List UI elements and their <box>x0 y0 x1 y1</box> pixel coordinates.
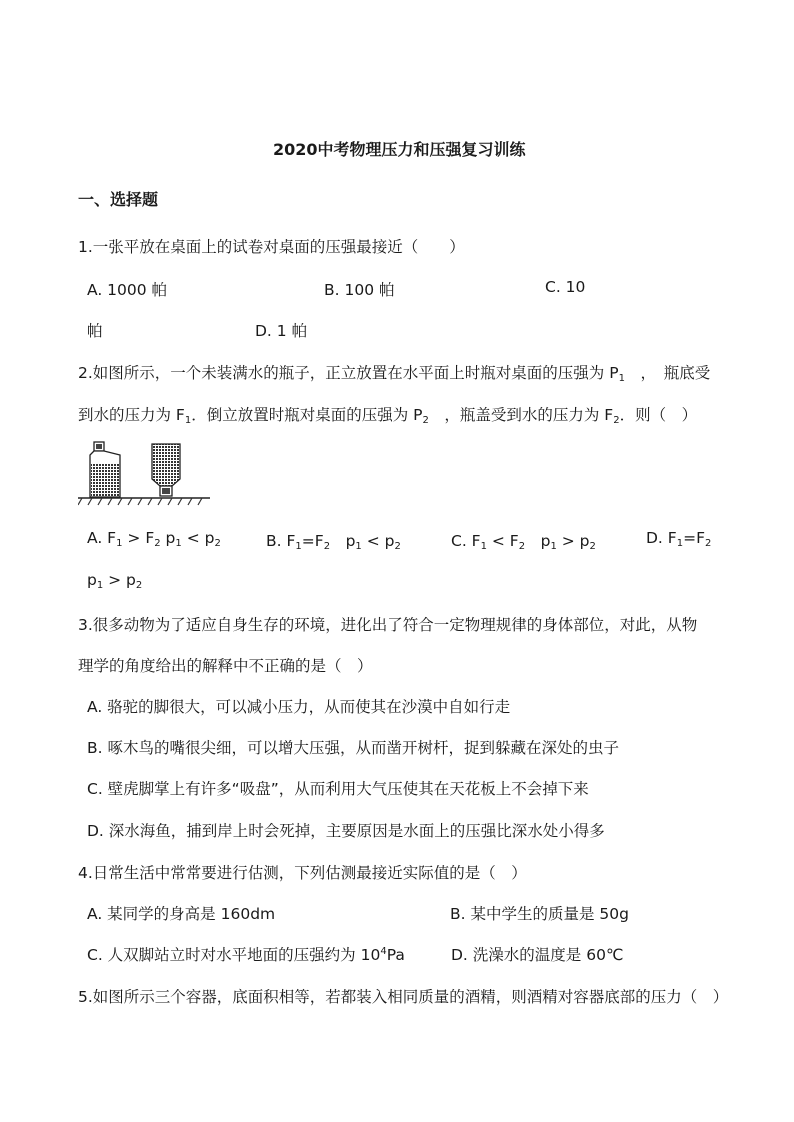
q1-option-c-cont: 帕 <box>87 322 103 340</box>
q4-option-c: C. 人双脚站立时对水平地面的压强约为 $10^4Pa$ <box>87 946 405 964</box>
question-2-line-2: 到水的压力为 $F_1$．倒立放置时瓶对桌面的压强为 $P_2$ ，瓶盖受到水的压力为 $F_2$．则（ ） <box>78 406 698 426</box>
q1-option-c: C. 10 <box>545 278 586 296</box>
page-title: 2020中考物理压力和压强复习训练 <box>273 140 526 159</box>
q3-option-a: A. 骆驼的脚很大，可以减小压力，从而使其在沙漠中自如行走 <box>87 698 511 716</box>
q1-option-a: A. 1000 帕 <box>87 281 168 299</box>
q3-option-b: B. 啄木鸟的嘴很尖细，可以增大压强，从而凿开树杆，捉到躲藏在深处的虫子 <box>87 739 619 757</box>
question-2-line-1: 2.如图所示，一个未装满水的瓶子，正立放置在水平面上时瓶对桌面的压强为 $P_1$ ， 瓶底受 <box>78 364 711 384</box>
q4-option-b: B. 某中学生的质量是 50g <box>450 905 629 923</box>
q1-option-d: D. 1 帕 <box>255 322 308 340</box>
q1-option-b: B. 100 帕 <box>324 281 395 299</box>
question-4-stem: 4.日常生活中常常要进行估测，下列估测最接近实际值的是（ ） <box>78 864 527 882</box>
bottle-figure <box>78 437 210 509</box>
section-heading: 一、选择题 <box>78 190 159 209</box>
question-1-stem: 1.一张平放在桌面上的试卷对桌面的压强最接近（ ） <box>78 238 465 256</box>
q2-option-d-cont: $p_1 > p_2$ <box>87 571 143 591</box>
q2-option-c: C. $F_1 < F_2$ $p_1 > p_2$ <box>451 532 596 552</box>
question-3-line-1: 3.很多动物为了适应自身生存的环境，进化出了符合一定物理规律的身体部位，对此，从物 <box>78 616 698 634</box>
q2-option-a: A. $F_1 > F_2$ $p_1 < p_2$ <box>87 529 221 549</box>
q3-option-c: C. 壁虎脚掌上有许多“吸盘”，从而利用大气压使其在天花板上不会掉下来 <box>87 780 589 798</box>
question-3-line-2: 理学的角度给出的解释中不正确的是（ ） <box>78 657 373 675</box>
q2-option-d: D. $F_1=F_2$ <box>646 529 712 549</box>
q2-option-b: B. $F_1=F_2$ $p_1 < p_2$ <box>266 532 401 552</box>
q4-option-a: A. 某同学的身高是 160dm <box>87 905 276 923</box>
question-5-stem: 5.如图所示三个容器，底面积相等，若都装入相同质量的酒精，则酒精对容器底部的压力（ ） <box>78 988 729 1006</box>
q4-option-d: D. 洗澡水的温度是 60℃ <box>451 946 624 964</box>
q3-option-d: D. 深水海鱼，捕到岸上时会死掉，主要原因是水面上的压强比深水处小得多 <box>87 822 605 840</box>
